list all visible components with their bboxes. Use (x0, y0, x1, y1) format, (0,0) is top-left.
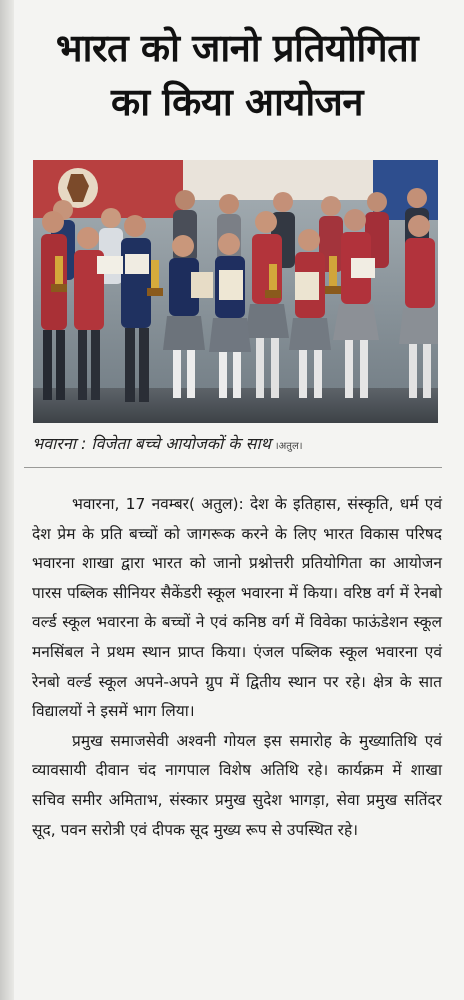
caption-credit: ।अतुल। (274, 441, 303, 452)
headline-line-2: का किया आयोजन (111, 80, 363, 124)
headline (20, 22, 454, 130)
group-photo (33, 160, 438, 423)
article-paragraph-1: भवारना, 17 नवम्बर( अतुल): देश के इतिहास, संस्कृति, धर्म एवं देश प्रेम के प्रति बच्चों को जागरूक करने के लिए भारत विकास परिषद भवारना शाखा द्वारा भारत को जानो प्रश्नोत्तरी प्रतियोगिता का आयोजन पारस पब्लिक सीनियर सैकेंडरी स्कूल भवारना में किया। वरिष्ठ वर्ग में रेनबो वर्ल्ड स्कूल भवारना के बच्चों ने एवं कनिष्ठ वर्ग में विवेका फाऊंडेशन स्कूल मनसिंबल ने प्रथम स्थान प्राप्त किया। एंजल पब्लिक स्कूल भवारना एवं रेनबो वर्ल्ड स्कूल अपने-अपने ग्रुप में द्वितीय स्थान पर रहे। क्षेत्र के सात विद्यालयों ने इसमें भाग लिया। (32, 495, 442, 721)
caption-divider (24, 467, 442, 468)
group-photo-illustration (33, 160, 438, 423)
page-edge-shadow (0, 0, 14, 1000)
article-body (32, 490, 442, 845)
photo-caption (32, 430, 442, 458)
article-paragraph-2: प्रमुख समाजसेवी अश्वनी गोयल इस समारोह के मुख्यातिथि एवं व्यावसायी दीवान चंद नागपाल विशेष अतिथि रहे। कार्यक्रम में शाखा सचिव समीर अमिताभ, संस्कार प्रमुख सुदेश भागड़ा, सेवा प्रमुख सतिंदर सूद, पवन सरोत्री एवं दीपक सूद मुख्य रूप से उपस्थित रहे। (32, 731, 442, 839)
caption-text: भवारना : विजेता बच्चे आयोजकों के साथ (32, 434, 271, 453)
banner-blue (373, 160, 438, 220)
headline-line-1: भारत को जानो प्रतियोगिता (55, 26, 419, 70)
